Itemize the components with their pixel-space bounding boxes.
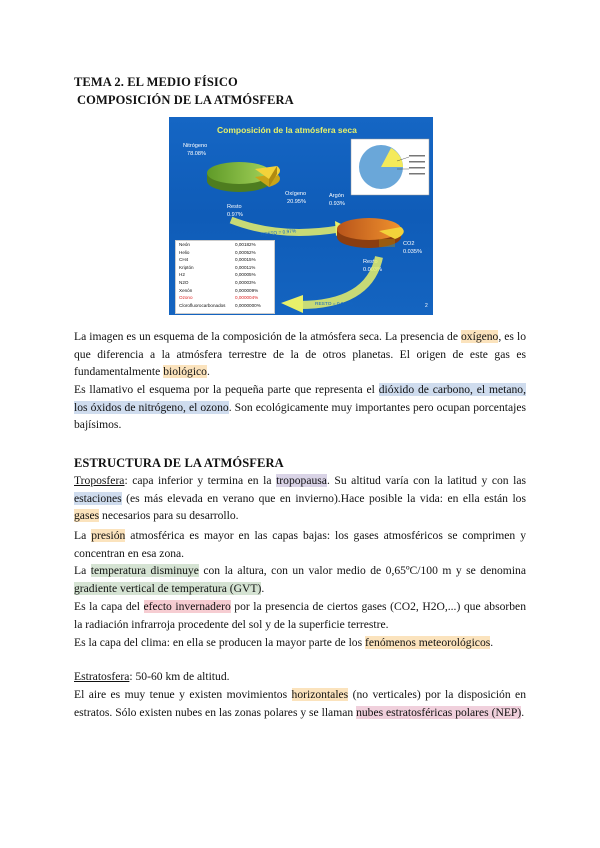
resto2-value: 0.003% — [363, 267, 382, 273]
highlight-biologico: biológico — [163, 365, 207, 378]
highlight-minor-gases: dióxido de carbono, el metano, los óxidos de nitrógeno, el ozono — [74, 383, 526, 414]
co2-value: 0.035% — [403, 249, 422, 255]
legend-row: Helio 0,00052% — [179, 249, 256, 255]
nitrogen-oxygen-pie — [207, 162, 280, 192]
highlight-presion: presión — [91, 529, 126, 542]
legend-row: H2 0,00005% — [179, 272, 256, 278]
co2-label: CO2 — [403, 241, 415, 247]
composition-paragraph: La imagen es un esquema de la composición de la atmósfera seca. La presencia de oxígeno, es lo que diferencia a la atmósfera terrestre de la de otros planetas. El origen de este gas es fundamentalmente biológico. — [74, 330, 526, 378]
atmosphere-composition-figure — [169, 117, 433, 315]
estratosfera-term: Estratosfera — [74, 670, 130, 683]
aire-paragraph: El aire es muy tenue y existen movimientos horizontales (no verticales) por la disposición en estratos. Sólo existen nubes en las zonas polares y se llaman nubes estratosféricas polares (NEP). — [74, 688, 526, 719]
legend-row: CH4 0,00015% — [179, 257, 256, 263]
highlight-fenomenos: fenómenos meteorológicos — [365, 636, 491, 649]
highlight-gases: gases — [74, 509, 100, 522]
legend-row: Ozono 0,000004% — [179, 295, 259, 301]
invernadero-paragraph: Es la capa del efecto invernadero por la presencia de ciertos gases (CO2, H2O,...) que absorben la radiación infrarroja procedente del sol y de la superficie terrestre. — [74, 600, 526, 631]
composicion-heading: COMPOSICIÓN DE LA ATMÓSFERA — [77, 93, 294, 107]
highlight-efecto-invernadero: efecto invernadero — [143, 600, 231, 613]
argon-label: Argón — [329, 193, 344, 199]
resto1-label: Resto — [227, 204, 242, 210]
highlight-gvt: gradiente vertical de temperatura (GVT) — [74, 581, 262, 595]
arrow2-label: RESTO = 0.003% — [315, 302, 354, 307]
figure-page-number: 2 — [425, 303, 428, 309]
legend-row: Xenón 0,000009% — [179, 287, 259, 293]
tema-heading: TEMA 2. EL MEDIO FÍSICO — [74, 75, 238, 89]
clima-paragraph: Es la capa del clima: en ella se producen la mayor parte de los fenómenos meteorológicos. — [74, 636, 494, 649]
presion-paragraph: La presión atmosférica es mayor en las capas bajas: los gases atmosféricos se comprimen y concentran en esa zona. — [74, 529, 526, 560]
oxygen-label: Oxígeno — [285, 191, 307, 197]
nitrogen-value: 78.08% — [187, 151, 206, 157]
highlight-nep: nubes estratosféricas polares (NEP) — [356, 705, 522, 719]
minor-gases-paragraph: Es llamativo el esquema por la pequeña parte que representa el dióxido de carbono, el metano, los óxidos de nitrógeno, el ozono. Son ecológicamente muy importantes pero ocupan porcentajes bajísimos. — [74, 383, 526, 431]
troposfera-paragraph: Troposfera: capa inferior y termina en la tropopausa. Su altitud varía con la latitud y con las estaciones (es más elevada en verano que en invierno).Hace posible la vida: en ella están los gases necesarios para su desarrollo. — [74, 474, 526, 522]
figure-title: Composición de la atmósfera seca — [217, 125, 357, 135]
arrow1-label: RESTO = 0.97% — [260, 229, 297, 238]
argon-pie — [337, 218, 404, 248]
temperatura-paragraph: La temperatura disminuye con la altura, con un valor medio de 0,65ºC/100 m y se denomina gradiente vertical de temperatura (GVT). — [74, 564, 526, 595]
legend-row: Kriptón 0,00011% — [179, 264, 256, 270]
argon-value: 0.93% — [329, 201, 345, 207]
highlight-tropopausa: tropopausa — [276, 474, 327, 487]
legend-row: Neón 0,00182% — [179, 242, 256, 247]
highlight-horizontales: horizontales — [291, 688, 349, 701]
legend-row: Clorofluorocarbonados 0,0000000% — [179, 302, 261, 308]
resto1-value: 0.97% — [227, 212, 243, 218]
highlight-temperatura: temperatura disminuye — [90, 564, 199, 577]
estructura-heading: ESTRUCTURA DE LA ATMÓSFERA — [74, 456, 284, 470]
highlight-oxigeno: oxígeno — [461, 330, 499, 343]
oxygen-value: 20.95% — [287, 199, 306, 205]
detail-pie-box — [351, 139, 429, 195]
highlight-estaciones: estaciones — [74, 491, 122, 505]
troposfera-term: Troposfera — [74, 474, 125, 487]
nitrogen-label: Nitrógeno — [183, 143, 208, 149]
legend-row: N2O 0,00003% — [179, 279, 256, 285]
resto2-label: Resto — [363, 259, 378, 265]
trace-gases-legend — [175, 240, 275, 314]
estratosfera-paragraph: Estratosfera: 50-60 km de altitud. — [74, 670, 230, 683]
